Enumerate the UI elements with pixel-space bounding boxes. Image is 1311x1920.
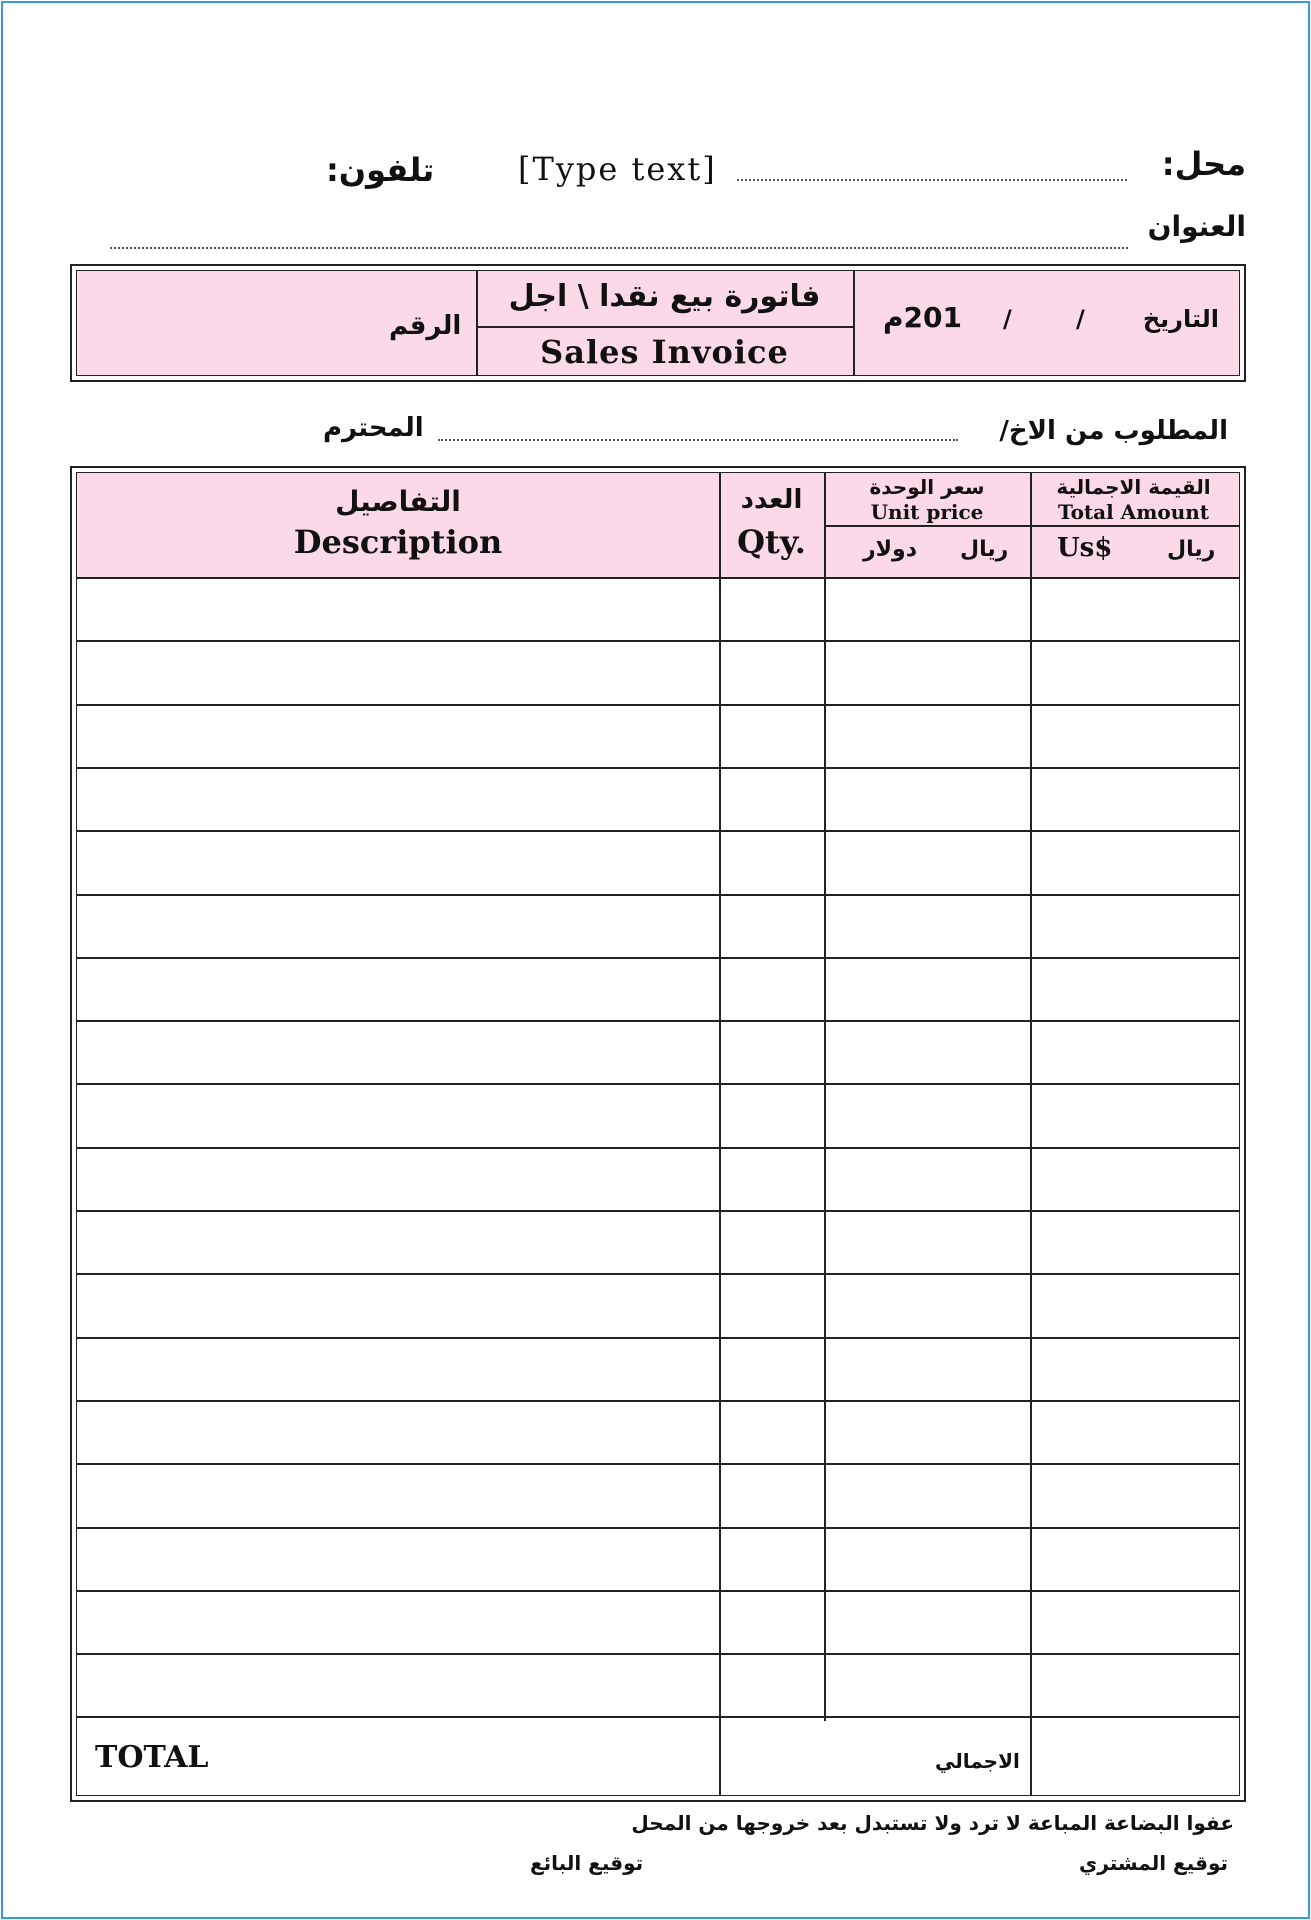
seller-signature-label: توقيع البائع bbox=[530, 1851, 644, 1875]
address-dotted-line bbox=[110, 247, 1128, 249]
shop-dotted-line bbox=[737, 179, 1127, 181]
grand-total-cell[interactable] bbox=[1032, 1723, 1239, 1795]
respected-label: المحترم bbox=[323, 413, 424, 443]
table-row-line bbox=[77, 577, 1239, 579]
invoice-number-label: الرقم bbox=[389, 311, 462, 341]
date-separator-2: / bbox=[1003, 305, 1012, 333]
total-amount-header-arabic: القيمة الاجمالية bbox=[1056, 475, 1211, 499]
invoice-title-english: Sales Invoice bbox=[540, 333, 789, 371]
unit-price-dollar-header: دولار bbox=[863, 537, 918, 562]
table-row-line bbox=[77, 1463, 1239, 1465]
table-row-line bbox=[77, 1147, 1239, 1149]
total-riyal-header: ريال bbox=[1167, 537, 1216, 562]
table-row-line bbox=[77, 1337, 1239, 1339]
table-row-line bbox=[77, 1590, 1239, 1592]
table-row-line bbox=[77, 640, 1239, 642]
title-divider-right bbox=[853, 271, 855, 375]
table-row-line bbox=[77, 1653, 1239, 1655]
total-label-english: TOTAL bbox=[95, 1740, 209, 1775]
table-row-line bbox=[77, 894, 1239, 896]
header-subdivider bbox=[824, 525, 1239, 527]
table-row-line bbox=[77, 1273, 1239, 1275]
total-usd-header: Us$ bbox=[1057, 533, 1113, 563]
address-label: العنوان bbox=[1147, 210, 1246, 243]
table-row-line bbox=[77, 1210, 1239, 1212]
table-row-line bbox=[77, 704, 1239, 706]
unit-price-header-english: Unit price bbox=[870, 500, 984, 524]
qty-header-english: Qty. bbox=[737, 523, 806, 561]
table-row-line bbox=[77, 1527, 1239, 1529]
phone-label: تلفون: bbox=[326, 151, 435, 189]
column-line-qty bbox=[824, 473, 826, 1721]
table-row-line bbox=[77, 1400, 1239, 1402]
date-separator-1: / bbox=[1076, 305, 1085, 333]
buyer-signature-label: توقيع المشتري bbox=[1079, 1851, 1228, 1875]
customer-dotted-line bbox=[438, 439, 958, 441]
invoice-title-box bbox=[70, 264, 1246, 382]
table-row-line bbox=[77, 767, 1239, 769]
total-label-arabic: الاجمالي bbox=[935, 1749, 1020, 1773]
invoice-page bbox=[1, 1, 1310, 1919]
date-year: 201م bbox=[883, 301, 962, 334]
table-row-line bbox=[77, 1083, 1239, 1085]
shop-label: محل: bbox=[1161, 145, 1246, 183]
unit-price-header-arabic: سعر الوحدة bbox=[869, 475, 985, 499]
table-row-line bbox=[77, 830, 1239, 832]
column-line-unit-price bbox=[1030, 473, 1032, 1795]
description-header-english: Description bbox=[293, 523, 503, 561]
type-text-field[interactable]: [Type text] bbox=[518, 150, 717, 188]
total-amount-header-english: Total Amount bbox=[1057, 500, 1210, 524]
required-from-label: المطلوب من الاخ/ bbox=[999, 416, 1228, 446]
total-row-line bbox=[77, 1716, 1239, 1718]
unit-price-riyal-header: ريال bbox=[960, 537, 1009, 562]
column-line-description bbox=[719, 473, 721, 1795]
date-label: التاريخ bbox=[1142, 305, 1219, 333]
description-header-arabic: التفاصيل bbox=[335, 485, 461, 518]
qty-header-arabic: العدد bbox=[740, 485, 803, 515]
items-table bbox=[70, 466, 1246, 1802]
invoice-title-arabic: فاتورة بيع نقدا \ اجل bbox=[508, 279, 821, 314]
table-row-line bbox=[77, 1020, 1239, 1022]
table-row-line bbox=[77, 957, 1239, 959]
no-return-notice: عفوا البضاعة المباعة لا ترد ولا تستبدل بعد خروجها من المحل bbox=[631, 1811, 1234, 1835]
title-divider-horizontal bbox=[476, 326, 853, 328]
